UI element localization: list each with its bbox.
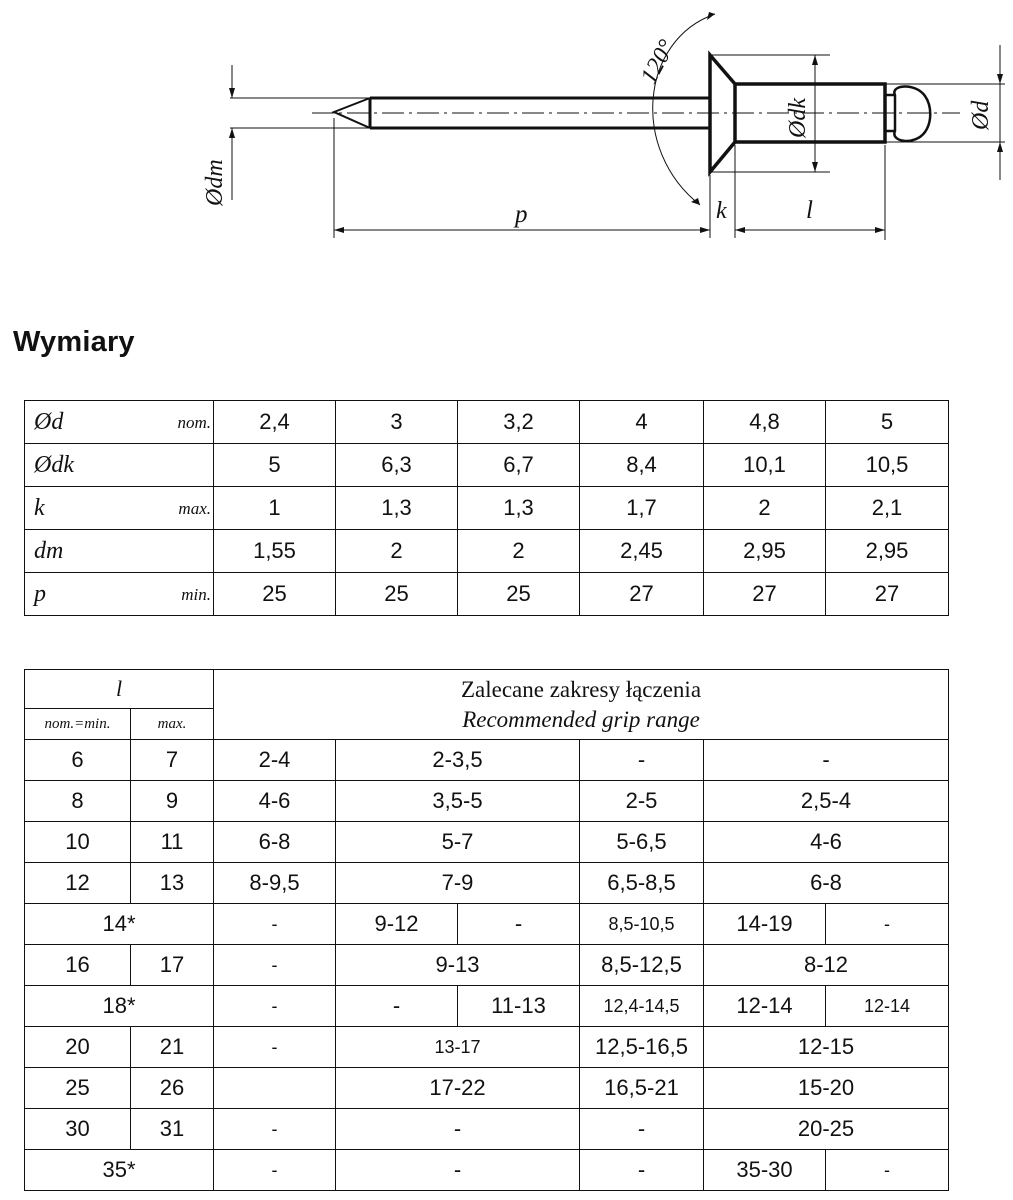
grip-cell: 8,5-10,5 [580, 904, 704, 945]
grip-cell: - [214, 986, 336, 1027]
grip-cell: - [336, 986, 458, 1027]
dimension-value: 2 [336, 530, 458, 573]
grip-cell: - [826, 1150, 949, 1191]
grip-row [25, 986, 949, 1027]
length-cell: 14* [25, 904, 214, 945]
grip-row [25, 781, 949, 822]
l-header: l [25, 670, 214, 709]
grip-cell: - [704, 740, 949, 781]
dimension-value: 4 [580, 401, 704, 444]
grip-cell: 12-14 [826, 986, 949, 1027]
grip-row [25, 863, 949, 904]
dimension-value: 2 [704, 487, 826, 530]
grip-cell: - [580, 1109, 704, 1150]
dimension-label: p [25, 573, 147, 616]
grip-cell: 2,5-4 [704, 781, 949, 822]
grip-cell: - [214, 945, 336, 986]
dimension-value: 10,5 [826, 444, 949, 487]
grip-cell: - [214, 904, 336, 945]
length-max-cell: 7 [131, 740, 214, 781]
grip-cell: 7-9 [336, 863, 580, 904]
grip-cell: 12-14 [704, 986, 826, 1027]
grip-title-en: Recommended grip range [462, 706, 700, 732]
grip-cell: 20-25 [704, 1109, 949, 1150]
length-nom-cell: 20 [25, 1027, 131, 1068]
dimension-row [25, 573, 949, 616]
grip-row [25, 822, 949, 863]
l-label: l [806, 197, 813, 224]
length-nom-cell: 6 [25, 740, 131, 781]
grip-title-pl: Zalecane zakresy łączenia [460, 676, 702, 702]
dk-label: Ødk [785, 98, 811, 138]
dimension-value: 25 [458, 573, 580, 616]
dimension-label: k [25, 487, 147, 530]
dimension-value: 27 [826, 573, 949, 616]
grip-cell: 12,5-16,5 [580, 1027, 704, 1068]
dimension-value: 2 [458, 530, 580, 573]
grip-cell: 15-20 [704, 1068, 949, 1109]
dimension-value: 5 [826, 401, 949, 444]
dimension-value: 25 [336, 573, 458, 616]
nom-min-header: nom.=min. [25, 709, 131, 740]
length-max-cell: 31 [131, 1109, 214, 1150]
grip-cell: - [214, 1150, 336, 1191]
dimension-value: 5 [214, 444, 336, 487]
grip-cell: - [580, 740, 704, 781]
grip-cell: 12-15 [704, 1027, 949, 1068]
dimension-row [25, 487, 949, 530]
dimension-row [25, 401, 949, 444]
dimension-qualifier: nom. [147, 401, 214, 444]
grip-cell: 2-3,5 [336, 740, 580, 781]
grip-cell [214, 1068, 336, 1109]
length-nom-cell: 10 [25, 822, 131, 863]
dimension-value: 27 [704, 573, 826, 616]
grip-cell: - [336, 1109, 580, 1150]
length-max-cell: 17 [131, 945, 214, 986]
grip-cell: 2-5 [580, 781, 704, 822]
dimension-value: 3,2 [458, 401, 580, 444]
length-max-cell: 21 [131, 1027, 214, 1068]
dimension-qualifier [147, 444, 214, 487]
grip-cell: 3,5-5 [336, 781, 580, 822]
dimension-value: 1,3 [336, 487, 458, 530]
page-title: Wymiary [13, 326, 135, 358]
dimension-value: 1,55 [214, 530, 336, 573]
length-nom-cell: 16 [25, 945, 131, 986]
grip-cell: 4-6 [214, 781, 336, 822]
dm-label: Ødm [202, 159, 228, 206]
dimension-value: 2,95 [704, 530, 826, 573]
dimension-row [25, 444, 949, 487]
dimension-label: dm [25, 530, 147, 573]
dimensions-table [24, 400, 949, 616]
grip-cell: 6-8 [704, 863, 949, 904]
grip-row [25, 1027, 949, 1068]
dimension-value: 8,4 [580, 444, 704, 487]
d-label: Ød [968, 100, 994, 130]
grip-cell: 8-12 [704, 945, 949, 986]
grip-cell: - [336, 1150, 580, 1191]
length-max-cell: 13 [131, 863, 214, 904]
grip-cell: 6,5-8,5 [580, 863, 704, 904]
dimension-qualifier: min. [147, 573, 214, 616]
grip-cell: - [214, 1027, 336, 1068]
grip-row [25, 1068, 949, 1109]
mandrel-ball [894, 86, 930, 140]
dimension-value: 1 [214, 487, 336, 530]
grip-range-table [24, 669, 949, 1191]
grip-row [25, 740, 949, 781]
dimension-value: 25 [214, 573, 336, 616]
dimension-value: 6,3 [336, 444, 458, 487]
dimension-value: 2,1 [826, 487, 949, 530]
angle-label: 120° [636, 35, 681, 89]
grip-cell: 2-4 [214, 740, 336, 781]
grip-cell: 9-13 [336, 945, 580, 986]
grip-cell: - [458, 904, 580, 945]
grip-cell: - [826, 904, 949, 945]
grip-cell: 17-22 [336, 1068, 580, 1109]
grip-cell: 11-13 [458, 986, 580, 1027]
dimension-value: 10,1 [704, 444, 826, 487]
dimension-label: Ød [25, 401, 147, 444]
grip-cell: - [214, 1109, 336, 1150]
length-nom-cell: 8 [25, 781, 131, 822]
grip-row [25, 1109, 949, 1150]
dimension-row [25, 530, 949, 573]
grip-row [25, 1150, 949, 1191]
dimension-qualifier [147, 530, 214, 573]
length-nom-cell: 30 [25, 1109, 131, 1150]
grip-cell: 9-12 [336, 904, 458, 945]
grip-cell: 12,4-14,5 [580, 986, 704, 1027]
rivet-drawing [0, 0, 1013, 250]
grip-row [25, 904, 949, 945]
length-nom-cell: 25 [25, 1068, 131, 1109]
grip-row [25, 945, 949, 986]
length-nom-cell: 12 [25, 863, 131, 904]
dimension-value: 2,95 [826, 530, 949, 573]
dimension-value: 1,3 [458, 487, 580, 530]
length-max-cell: 9 [131, 781, 214, 822]
length-max-cell: 11 [131, 822, 214, 863]
grip-cell: 14-19 [704, 904, 826, 945]
grip-title [214, 670, 949, 740]
k-label: k [716, 198, 727, 224]
grip-cell: 35-30 [704, 1150, 826, 1191]
dimension-label: Ødk [25, 444, 147, 487]
grip-cell: 16,5-21 [580, 1068, 704, 1109]
grip-cell: 4-6 [704, 822, 949, 863]
grip-cell: 13-17 [336, 1027, 580, 1068]
grip-cell: 8,5-12,5 [580, 945, 704, 986]
dimension-qualifier: max. [147, 487, 214, 530]
dimension-value: 27 [580, 573, 704, 616]
length-max-cell: 26 [131, 1068, 214, 1109]
dimension-value: 3 [336, 401, 458, 444]
grip-cell: 8-9,5 [214, 863, 336, 904]
length-cell: 35* [25, 1150, 214, 1191]
grip-cell: 5-7 [336, 822, 580, 863]
dimension-value: 2,45 [580, 530, 704, 573]
grip-cell: 6-8 [214, 822, 336, 863]
dimension-value: 2,4 [214, 401, 336, 444]
dimension-value: 1,7 [580, 487, 704, 530]
max-header: max. [131, 709, 214, 740]
dimension-value: 6,7 [458, 444, 580, 487]
length-cell: 18* [25, 986, 214, 1027]
dimension-value: 4,8 [704, 401, 826, 444]
grip-cell: - [580, 1150, 704, 1191]
p-label: p [515, 201, 528, 228]
grip-cell: 5-6,5 [580, 822, 704, 863]
